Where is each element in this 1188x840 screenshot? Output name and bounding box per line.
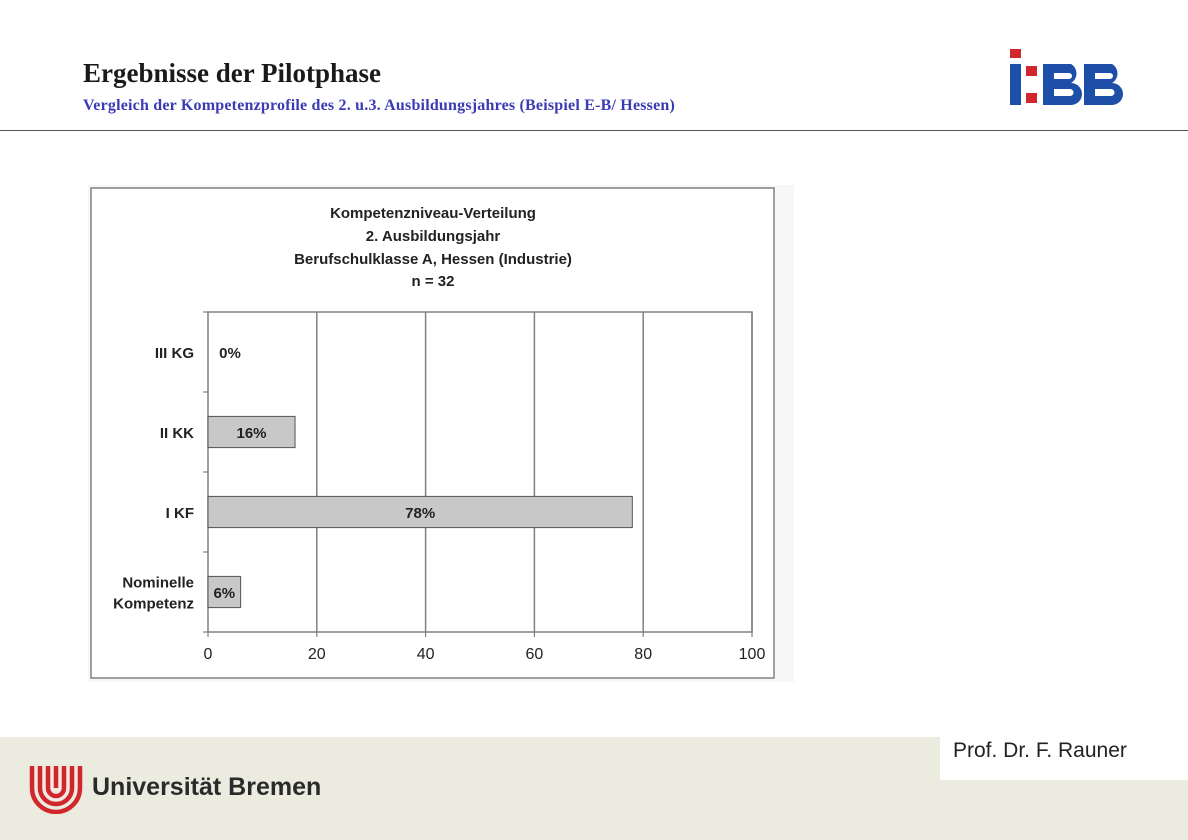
data-label: 0% — [219, 345, 241, 362]
data-label: 78% — [405, 505, 436, 522]
category-label: I KF — [165, 505, 194, 522]
chart-title-line-1: Kompetenzniveau-Verteilung — [330, 205, 536, 222]
category-label: II KK — [159, 425, 194, 442]
category-label: Kompetenz — [113, 595, 194, 613]
category-label: Nominelle — [122, 574, 194, 592]
ibb-logo — [1005, 46, 1130, 108]
chart-title-line-4: n = 32 — [411, 273, 455, 290]
x-tick-label: 100 — [738, 646, 766, 663]
chart-title-line-2: 2. Ausbildungsjahr — [365, 228, 501, 245]
header-divider — [0, 130, 1188, 131]
x-tick-label: 80 — [634, 646, 653, 663]
data-label: 16% — [236, 425, 267, 442]
plot-area — [208, 312, 752, 632]
author-name: Prof. Dr. F. Rauner — [953, 739, 1127, 762]
x-tick-label: 0 — [203, 646, 213, 663]
chart-container — [88, 185, 794, 682]
x-tick-label: 20 — [307, 646, 326, 663]
bar-chart — [88, 185, 794, 682]
x-tick-label: 40 — [416, 646, 435, 663]
page-subtitle: Vergleich der Kompetenzprofile des 2. u.3. Ausbildungsjahres (Beispiel E-B/ Hessen) — [83, 97, 676, 114]
data-label: 6% — [213, 585, 236, 602]
category-label: III KG — [154, 345, 194, 362]
university-name: Universität Bremen — [92, 773, 322, 801]
page-title: Ergebnisse der Pilotphase — [83, 58, 382, 88]
x-tick-label: 60 — [525, 646, 544, 663]
chart-title-line-3: Berufschulklasse A, Hessen (Industrie) — [294, 251, 572, 268]
university-logo-icon — [28, 764, 84, 814]
